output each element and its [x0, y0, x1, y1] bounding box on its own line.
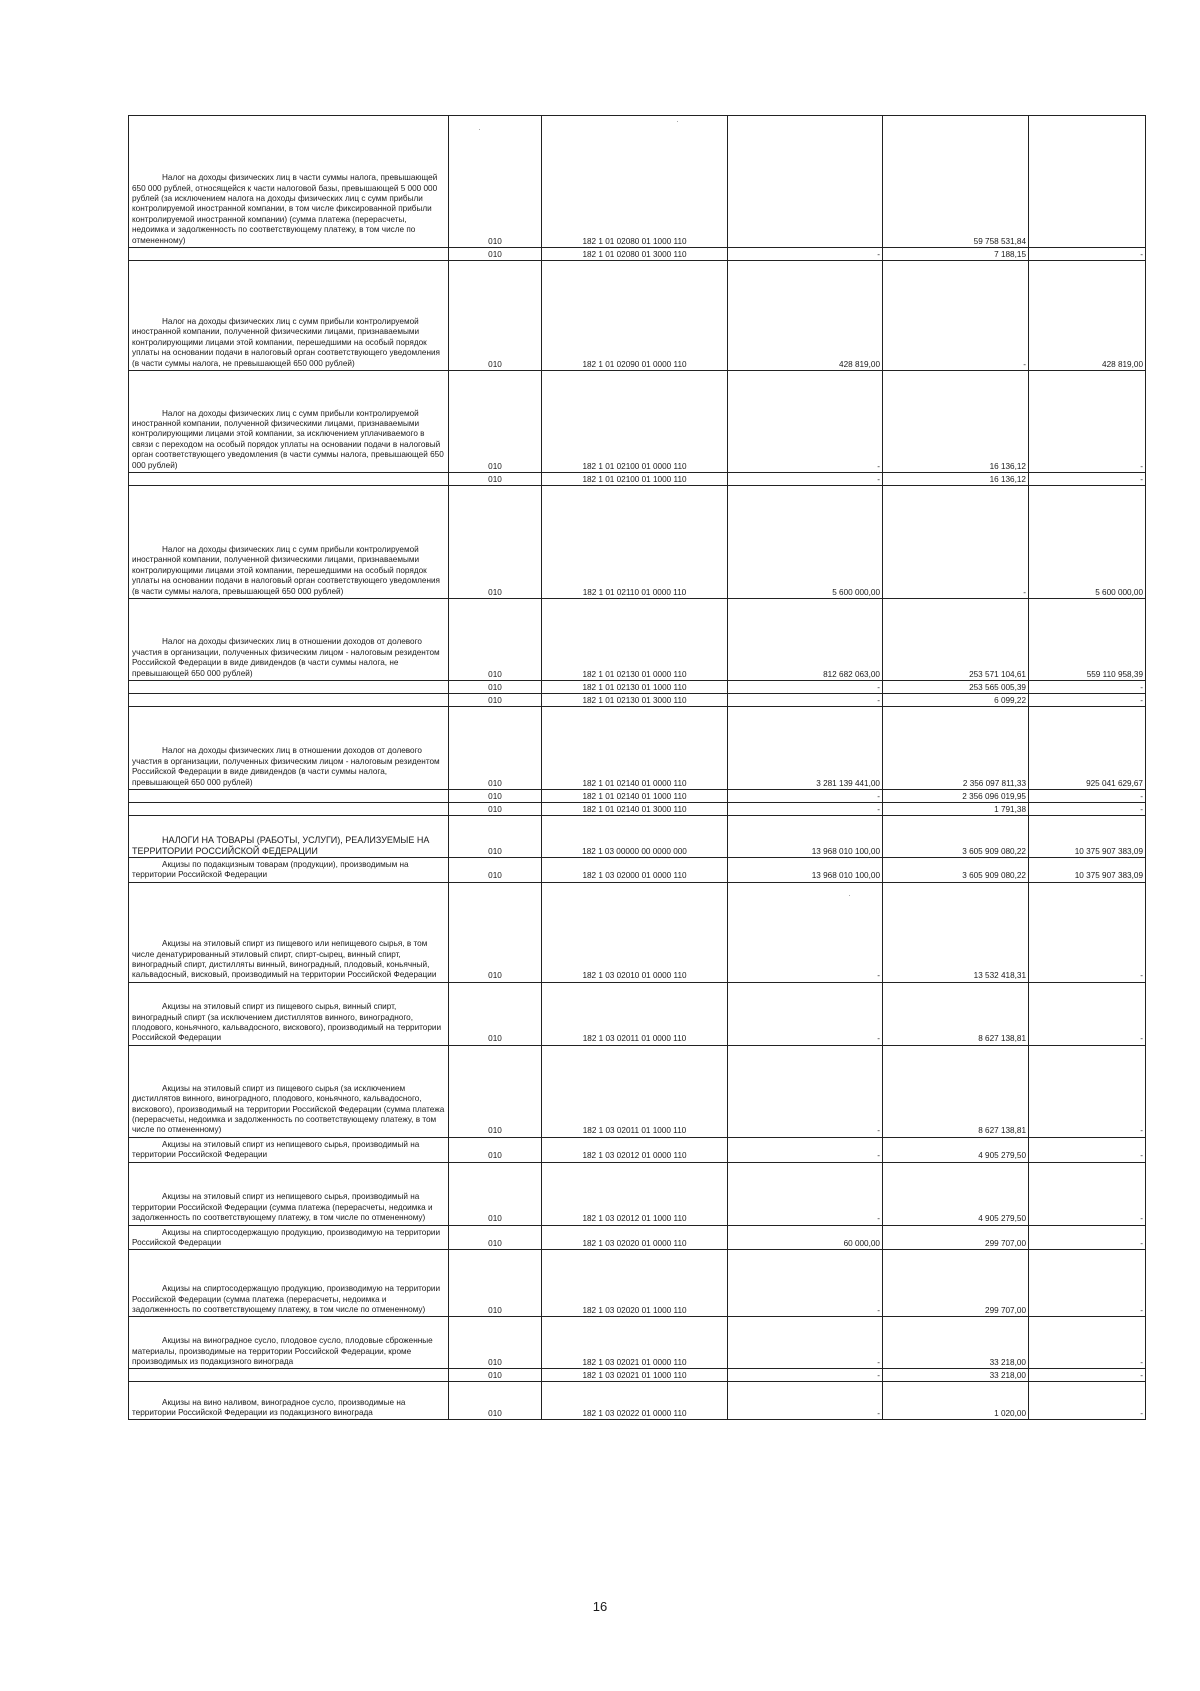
- scan-speck: ·: [848, 890, 851, 900]
- table-row: [129, 982, 1146, 1045]
- row-description-text: Акцизы на этиловый спирт из пищевого сырья (за исключением дистиллятов винного, виноградного, плодового, коньячного, кальвадосного, вискового), производимый на территории Российской Федерации (сумма платежа (перерасчеты, недоимка и задолженность по соответствующему платежу, в том числе по отмененному): [132, 1083, 445, 1135]
- row-unexecuted-amount: 10 375 907 383,09: [1029, 816, 1146, 858]
- row-unexecuted-amount: -: [1029, 1225, 1146, 1250]
- table-row: [129, 694, 1146, 707]
- row-executed-amount: 299 707,00: [883, 1225, 1029, 1250]
- row-approved-amount: -: [728, 1045, 883, 1137]
- row-budget-code: 182 1 03 02021 01 0000 110: [542, 1317, 728, 1369]
- row-approved-amount: -: [728, 982, 883, 1045]
- row-budget-code: 182 1 01 02100 01 1000 110: [542, 473, 728, 486]
- row-unexecuted-amount: -: [1029, 371, 1146, 473]
- row-executed-amount: 1 020,00: [883, 1382, 1029, 1420]
- row-budget-code: 182 1 01 02140 01 0000 110: [542, 707, 728, 790]
- table-row: [129, 486, 1146, 599]
- row-line-code: 010: [449, 1317, 542, 1369]
- row-description: [129, 694, 449, 707]
- row-executed-amount: 4 905 279,50: [883, 1137, 1029, 1162]
- row-approved-amount: 5 600 000,00: [728, 486, 883, 599]
- row-unexecuted-amount: -: [1029, 790, 1146, 803]
- row-description-text: Налог на доходы физических лиц в отношении доходов от долевого участия в организации, полученных физическим лицом - налоговым резидентом Российской Федерации в виде дивидендов (в части суммы налога, превышающей 650 000 рублей): [132, 746, 440, 787]
- table-row: [129, 1317, 1146, 1369]
- row-executed-amount: 59 758 531,84: [883, 116, 1029, 248]
- row-description: [129, 803, 449, 816]
- row-budget-code: 182 1 03 02021 01 1000 110: [542, 1369, 728, 1382]
- row-executed-amount: 8 627 138,81: [883, 1045, 1029, 1137]
- row-line-code: 010: [449, 486, 542, 599]
- row-unexecuted-amount: -: [1029, 1250, 1146, 1317]
- page-number: 16: [592, 1599, 608, 1614]
- row-line-code: 010: [449, 858, 542, 883]
- row-approved-amount: -: [728, 790, 883, 803]
- row-description: [129, 790, 449, 803]
- row-unexecuted-amount: [1029, 116, 1146, 248]
- row-description: [129, 1137, 449, 1162]
- row-executed-amount: -: [883, 261, 1029, 371]
- row-executed-amount: 253 571 104,61: [883, 599, 1029, 681]
- row-budget-code: 182 1 03 02000 01 0000 110: [542, 858, 728, 883]
- table-row: [129, 707, 1146, 790]
- row-budget-code: 182 1 03 00000 00 0000 000: [542, 816, 728, 858]
- row-description-text: Акцизы на спиртосодержащую продукцию, производимую на территории Российской Федерации: [132, 1227, 441, 1248]
- row-approved-amount: -: [728, 1369, 883, 1382]
- row-description-text: НАЛОГИ НА ТОВАРЫ (РАБОТЫ, УСЛУГИ), РЕАЛИЗУЕМЫЕ НА ТЕРРИТОРИИ РОССИЙСКОЙ ФЕДЕРАЦИИ: [132, 835, 430, 856]
- table-row: [129, 599, 1146, 681]
- row-approved-amount: -: [728, 1382, 883, 1420]
- row-executed-amount: 2 356 097 811,33: [883, 707, 1029, 790]
- row-budget-code: 182 1 03 02020 01 1000 110: [542, 1250, 728, 1317]
- row-line-code: 010: [449, 116, 542, 248]
- scan-speck: ·: [478, 124, 481, 134]
- row-unexecuted-amount: 10 375 907 383,09: [1029, 858, 1146, 883]
- row-executed-amount: 1 791,38: [883, 803, 1029, 816]
- row-approved-amount: 60 000,00: [728, 1225, 883, 1250]
- row-description-text: Налог на доходы физических лиц с сумм прибыли контролируемой иностранной компании, полученной физическими лицами, признаваемыми контролирующими лицами этой компании, перешедшими на особый порядок уплаты на основании подачи в налоговый орган соответствующего уведомления (в части суммы налога, не превышающей 650 000 рублей): [132, 316, 440, 368]
- row-executed-amount: 2 356 096 019,95: [883, 790, 1029, 803]
- row-executed-amount: 3 605 909 080,22: [883, 858, 1029, 883]
- row-approved-amount: -: [728, 1250, 883, 1317]
- row-line-code: 010: [449, 803, 542, 816]
- table-row: [129, 473, 1146, 486]
- row-line-code: 010: [449, 707, 542, 790]
- row-unexecuted-amount: 5 600 000,00: [1029, 486, 1146, 599]
- table-row: [129, 882, 1146, 982]
- table-row: [129, 790, 1146, 803]
- row-unexecuted-amount: -: [1029, 694, 1146, 707]
- row-unexecuted-amount: -: [1029, 882, 1146, 982]
- row-budget-code: 182 1 03 02020 01 0000 110: [542, 1225, 728, 1250]
- row-executed-amount: 6 099,22: [883, 694, 1029, 707]
- row-budget-code: 182 1 01 02130 01 3000 110: [542, 694, 728, 707]
- row-description: [129, 858, 449, 883]
- row-description: [129, 599, 449, 681]
- row-unexecuted-amount: 925 041 629,67: [1029, 707, 1146, 790]
- row-approved-amount: 13 968 010 100,00: [728, 816, 883, 858]
- row-executed-amount: 253 565 005,39: [883, 681, 1029, 694]
- row-budget-code: 182 1 01 02080 01 3000 110: [542, 248, 728, 261]
- table-row: [129, 816, 1146, 858]
- row-description: [129, 707, 449, 790]
- table-row: [129, 1382, 1146, 1420]
- row-budget-code: 182 1 01 02100 01 0000 110: [542, 371, 728, 473]
- row-description: [129, 1317, 449, 1369]
- table-row: [129, 1225, 1146, 1250]
- scan-speck: ·: [676, 116, 679, 126]
- table-row: [129, 1045, 1146, 1137]
- row-description-text: Акцизы на этиловый спирт из пищевого или непищевого сырья, в том числе денатурированный этиловый спирт, спирт-сырец, винный спирт, виноградный спирт, дистилляты винный, виноградный, плодовый, коньячный, кальвадосный, висковый, производимый на территории Российской Федерации: [132, 939, 437, 980]
- row-budget-code: 182 1 01 02140 01 3000 110: [542, 803, 728, 816]
- row-description-text: Акцизы по подакцизным товарам (продукции), производимым на территории Российской Федерации: [132, 860, 409, 880]
- row-approved-amount: -: [728, 882, 883, 982]
- row-executed-amount: 299 707,00: [883, 1250, 1029, 1317]
- row-line-code: 010: [449, 1250, 542, 1317]
- row-approved-amount: -: [728, 803, 883, 816]
- row-executed-amount: 3 605 909 080,22: [883, 816, 1029, 858]
- row-unexecuted-amount: -: [1029, 248, 1146, 261]
- row-description: [129, 116, 449, 248]
- row-description: [129, 261, 449, 371]
- row-approved-amount: -: [728, 1162, 883, 1225]
- table-row: [129, 803, 1146, 816]
- row-approved-amount: -: [728, 248, 883, 261]
- row-line-code: 010: [449, 1137, 542, 1162]
- row-approved-amount: -: [728, 371, 883, 473]
- row-line-code: 010: [449, 473, 542, 486]
- row-unexecuted-amount: 428 819,00: [1029, 261, 1146, 371]
- row-description-text: Налог на доходы физических лиц с сумм прибыли контролируемой иностранной компании, полученной физическими лицами, признаваемыми контролирующими лицами этой компании, за исключением уплачиваемого в связи с переходом на особый порядок уплаты на основании подачи в налоговый орган соответствующего уведомления (в части суммы налога, превышающей 650 000 рублей): [132, 408, 444, 470]
- row-unexecuted-amount: -: [1029, 803, 1146, 816]
- row-description-text: Акцизы на виноградное сусло, плодовое сусло, плодовые сброженные материалы, производимые на территории Российской Федерации, кроме производимых из подакцизного винограда: [132, 1336, 433, 1367]
- row-description-text: Акцизы на этиловый спирт из непищевого сырья, производимый на территории Российской Федерации (сумма платежа (перерасчеты, недоимка и задолженность по соответствующему платежу, в том числе по отмененному): [132, 1192, 433, 1223]
- row-approved-amount: [728, 116, 883, 248]
- row-budget-code: 182 1 03 02011 01 0000 110: [542, 982, 728, 1045]
- row-description-text: Налог на доходы физических лиц в части суммы налога, превышающей 650 000 рублей, относящейся к части налоговой базы, превышающей 5 000 000 рублей (за исключением налога на доходы физических лиц с сумм прибыли контролируемой иностранной компании, в том числе фиксированной прибыли контролируемой иностранной компании) (сумма платежа (перерасчеты, недоимка и задолженность по соответствующему платежу, в том числе по отмененному): [132, 173, 438, 245]
- row-description: [129, 371, 449, 473]
- row-description-text: Налог на доходы физических лиц в отношении доходов от долевого участия в организации, полученных физическим лицом - налоговым резидентом Российской Федерации в виде дивидендов (в части суммы налога, не превышающей 650 000 рублей): [132, 637, 440, 678]
- row-description: [129, 882, 449, 982]
- row-budget-code: 182 1 03 02011 01 1000 110: [542, 1045, 728, 1137]
- row-description: [129, 816, 449, 858]
- row-description-text: Акцизы на вино наливом, виноградное сусло, производимые на территории Российской Федерации из подакцизного винограда: [132, 1397, 406, 1418]
- row-unexecuted-amount: -: [1029, 681, 1146, 694]
- table-row: [129, 248, 1146, 261]
- table-row: [129, 371, 1146, 473]
- row-unexecuted-amount: -: [1029, 982, 1146, 1045]
- row-approved-amount: -: [728, 1317, 883, 1369]
- row-approved-amount: 3 281 139 441,00: [728, 707, 883, 790]
- table-body: [129, 116, 1146, 1420]
- row-approved-amount: 812 682 063,00: [728, 599, 883, 681]
- table-row: [129, 1369, 1146, 1382]
- row-executed-amount: 4 905 279,50: [883, 1162, 1029, 1225]
- row-executed-amount: -: [883, 486, 1029, 599]
- row-line-code: 010: [449, 982, 542, 1045]
- row-line-code: 010: [449, 816, 542, 858]
- row-line-code: 010: [449, 1045, 542, 1137]
- row-unexecuted-amount: -: [1029, 1382, 1146, 1420]
- row-description: [129, 1369, 449, 1382]
- row-executed-amount: 33 218,00: [883, 1317, 1029, 1369]
- row-description-text: Налог на доходы физических лиц с сумм прибыли контролируемой иностранной компании, полученной физическими лицами, признаваемыми контролирующими лицами этой компании, перешедшими на особый порядок уплаты на основании подачи в налоговый орган соответствующего уведомления (в части суммы налога, превышающей 650 000 рублей): [132, 544, 440, 596]
- row-line-code: 010: [449, 371, 542, 473]
- row-executed-amount: 7 188,15: [883, 248, 1029, 261]
- row-line-code: 010: [449, 261, 542, 371]
- row-description: [129, 248, 449, 261]
- row-approved-amount: -: [728, 681, 883, 694]
- table-row: [129, 681, 1146, 694]
- row-unexecuted-amount: -: [1029, 1045, 1146, 1137]
- table-row: [129, 116, 1146, 248]
- row-description: [129, 1250, 449, 1317]
- table-row: [129, 1162, 1146, 1225]
- row-description: [129, 473, 449, 486]
- row-line-code: 010: [449, 882, 542, 982]
- report-table-sheet: [128, 115, 1145, 1420]
- row-line-code: 010: [449, 1162, 542, 1225]
- row-description-text: Акцизы на спиртосодержащую продукцию, производимую на территории Российской Федерации (сумма платежа (перерасчеты, недоимка и задолженность по соответствующему платежу, в том числе по отмененному): [132, 1284, 441, 1315]
- row-description: [129, 1382, 449, 1420]
- row-description: [129, 982, 449, 1045]
- row-description: [129, 1225, 449, 1250]
- row-description-text: Акцизы на этиловый спирт из непищевого сырья, производимый на территории Российской Федерации: [132, 1139, 420, 1160]
- row-executed-amount: 16 136,12: [883, 371, 1029, 473]
- row-budget-code: 182 1 01 02130 01 1000 110: [542, 681, 728, 694]
- row-line-code: 010: [449, 1382, 542, 1420]
- row-unexecuted-amount: 559 110 958,39: [1029, 599, 1146, 681]
- table-row: [129, 1250, 1146, 1317]
- row-line-code: 010: [449, 790, 542, 803]
- row-line-code: 010: [449, 599, 542, 681]
- row-approved-amount: 13 968 010 100,00: [728, 858, 883, 883]
- row-unexecuted-amount: -: [1029, 1369, 1146, 1382]
- row-description-text: Акцизы на этиловый спирт из пищевого сырья, винный спирт, виноградный спирт (за исключением дистиллятов винного, виноградного, плодового, коньячного, кальвадосного, вискового), производимый на территории Российской Федерации: [132, 1002, 442, 1043]
- row-description: [129, 1045, 449, 1137]
- row-approved-amount: -: [728, 1137, 883, 1162]
- row-budget-code: 182 1 01 02090 01 0000 110: [542, 261, 728, 371]
- row-budget-code: 182 1 01 02140 01 1000 110: [542, 790, 728, 803]
- table-row: [129, 858, 1146, 883]
- row-line-code: 010: [449, 1369, 542, 1382]
- row-budget-code: 182 1 01 02110 01 0000 110: [542, 486, 728, 599]
- row-budget-code: 182 1 01 02080 01 1000 110: [542, 116, 728, 248]
- row-line-code: 010: [449, 1225, 542, 1250]
- row-budget-code: 182 1 03 02010 01 0000 110: [542, 882, 728, 982]
- row-budget-code: 182 1 03 02022 01 0000 110: [542, 1382, 728, 1420]
- row-line-code: 010: [449, 681, 542, 694]
- row-budget-code: 182 1 03 02012 01 0000 110: [542, 1137, 728, 1162]
- row-budget-code: 182 1 03 02012 01 1000 110: [542, 1162, 728, 1225]
- row-approved-amount: -: [728, 473, 883, 486]
- row-approved-amount: -: [728, 694, 883, 707]
- row-description: [129, 681, 449, 694]
- table-row: [129, 1137, 1146, 1162]
- row-executed-amount: 33 218,00: [883, 1369, 1029, 1382]
- row-budget-code: 182 1 01 02130 01 0000 110: [542, 599, 728, 681]
- row-description: [129, 486, 449, 599]
- row-unexecuted-amount: -: [1029, 473, 1146, 486]
- row-line-code: 010: [449, 694, 542, 707]
- row-executed-amount: 16 136,12: [883, 473, 1029, 486]
- revenue-execution-table: [128, 115, 1146, 1420]
- row-executed-amount: 8 627 138,81: [883, 982, 1029, 1045]
- row-unexecuted-amount: -: [1029, 1137, 1146, 1162]
- row-executed-amount: 13 532 418,31: [883, 882, 1029, 982]
- row-description: [129, 1162, 449, 1225]
- row-approved-amount: 428 819,00: [728, 261, 883, 371]
- table-row: [129, 261, 1146, 371]
- row-unexecuted-amount: -: [1029, 1317, 1146, 1369]
- row-line-code: 010: [449, 248, 542, 261]
- row-unexecuted-amount: -: [1029, 1162, 1146, 1225]
